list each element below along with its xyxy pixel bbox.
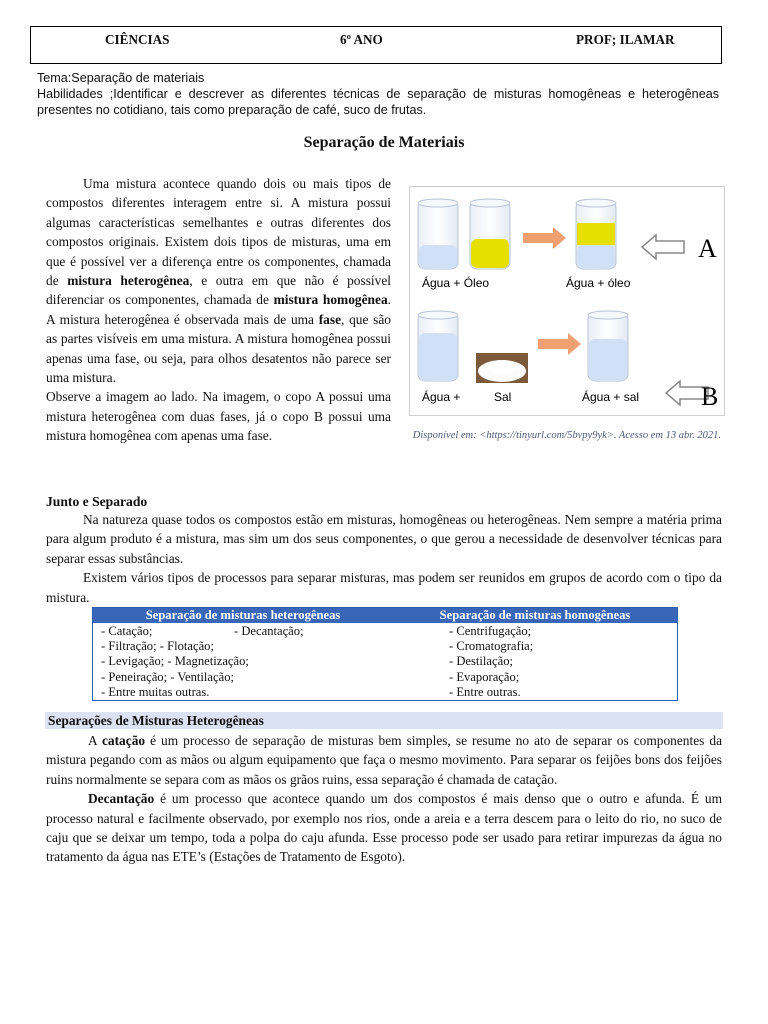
- caption-row-b-mid: Sal: [494, 390, 512, 404]
- label-b: B: [701, 382, 719, 411]
- arrow-right-b: [538, 333, 581, 355]
- figure-source: Disponível em: <https://tinyurl.com/5bvpy9yk>. Acesso em 13 abr. 2021.: [412, 430, 721, 441]
- caption-row-a-left: Água + Óleo: [422, 276, 490, 290]
- intro-paragraph-1: Uma mistura acontece quando dois ou mais tipos de compostos diferentes interagem entre si. A mistura possui algumas características semelhantes e outras diferentes dos compostos originais. Existem dois tipos de misturas, uma em que é possível ver a diferença entre os componentes, chamada de mistura heterogênea, e outra em que não é possível diferenciar os componentes, chamada de mistura homogênea. A mistura heterogênea é observada mais de uma fase, que são as partes visíveis em uma mistura. A mistura homogênea possui apenas uma fase, ou seja, para olhos desatentos não parece ser uma mistura.: [46, 176, 391, 386]
- salt-pile: [476, 353, 528, 383]
- grade-label: 6º ANO: [340, 32, 383, 47]
- section-text: [46, 731, 722, 867]
- table-header-homogeneous: Separação de misturas homogêneas: [393, 608, 677, 623]
- table-row: - Levigação; - Magnetização;: [101, 654, 249, 669]
- intro-paragraph-2: Observe a imagem ao lado. Na imagem, o copo A possui uma mistura heterogênea com duas fases, já o copo B possui uma mistura homogênea com apenas uma fase.: [46, 389, 391, 444]
- glass-mix-b: [588, 311, 628, 381]
- mixture-figure: [409, 186, 725, 416]
- glass-mix-a: [576, 199, 616, 269]
- pointer-arrow-a: [642, 235, 684, 259]
- theme-line: Tema:Separação de materiais: [37, 71, 205, 85]
- table-row: - Peneiração; - Ventilação;: [101, 669, 234, 684]
- caption-row-b-left: Água +: [422, 390, 461, 404]
- glass-water-a: [418, 199, 458, 269]
- mixture-illustration: [410, 187, 726, 417]
- table-row: - Entre muitas outras.: [101, 684, 210, 699]
- header-box: [30, 26, 722, 64]
- table-row: - Filtração; - Flotação;: [101, 639, 214, 654]
- page-title: Separação de Materiais: [303, 134, 465, 151]
- lesson-meta: [37, 70, 719, 118]
- homogeneous-methods: [449, 624, 669, 700]
- table-row: - Cromatografia;: [449, 639, 534, 654]
- junto-heading: Junto e Separado: [46, 494, 148, 509]
- decantacao-paragraph: Decantação é um processo que acontece quando um dos compostos é mais denso que o outro e afunda. É um processo natural e facilmente observado, por exemplo nos rios, onde a areia e a terra descem para o leito do rio, no suco de caju que se deixar um tempo, toda a polpa do caju afunda. Esse processo pode ser usado para retirar impurezas da água no tratamento da água nas ETE’s (Estações de Tratamento de Esgoto).: [46, 791, 722, 865]
- table-row: - Destilação;: [449, 654, 513, 669]
- section-heading: Separações de Misturas Heterogêneas: [45, 712, 723, 729]
- teacher-label: PROF; ILAMAR: [576, 32, 675, 47]
- junto-text: [46, 510, 722, 607]
- junto-paragraph-1: Na natureza quase todos os compostos estão em misturas, homogêneas ou heterogêneas. Nem sempre a matéria prima para algum produto é a mistura, mas sim um dos seus componentes, o que gerou a necessidade de desenvolver técnicas para separar essas substâncias.: [46, 512, 722, 566]
- skills-line: Habilidades ;Identificar e descrever as diferentes técnicas de separação de misturas homogêneas e heterogêneas presentes no cotidiano, tais como preparação de café, suco de frutas.: [37, 87, 719, 117]
- label-a: A: [698, 234, 717, 263]
- separation-table: [92, 607, 678, 701]
- arrow-right-a: [523, 227, 566, 249]
- table-row: - Centrifugação;: [449, 624, 532, 638]
- intro-text: [46, 174, 391, 446]
- caption-row-a-right: Água + óleo: [566, 276, 631, 290]
- caption-row-b-right: Água + sal: [582, 390, 640, 404]
- junto-paragraph-2: Existem vários tipos de processos para separar misturas, mas podem ser reunidos em grupos de acordo com o tipo da mistura.: [46, 570, 722, 605]
- table-header-heterogeneous: Separação de misturas heterogêneas: [93, 608, 393, 623]
- glass-water-b: [418, 311, 458, 381]
- table-row: - Catação; - Decantação;: [101, 624, 304, 638]
- subject-label: CIÊNCIAS: [105, 32, 170, 47]
- table-row: - Evaporação;: [449, 669, 520, 684]
- glass-oil-a: [470, 199, 510, 269]
- heterogeneous-methods: [101, 624, 391, 700]
- catacao-paragraph: A catação é um processo de separação de misturas bem simples, se resume no ato de separar os componentes da mistura pegando com as mãos ou algum equipamento que faça o mesmo movimento. Para separar os feijões bons dos feijões ruins normalmente se separa com as mãos os grãos ruins, essa separação é chamada de catação.: [46, 733, 723, 787]
- table-row: - Entre outras.: [449, 684, 521, 699]
